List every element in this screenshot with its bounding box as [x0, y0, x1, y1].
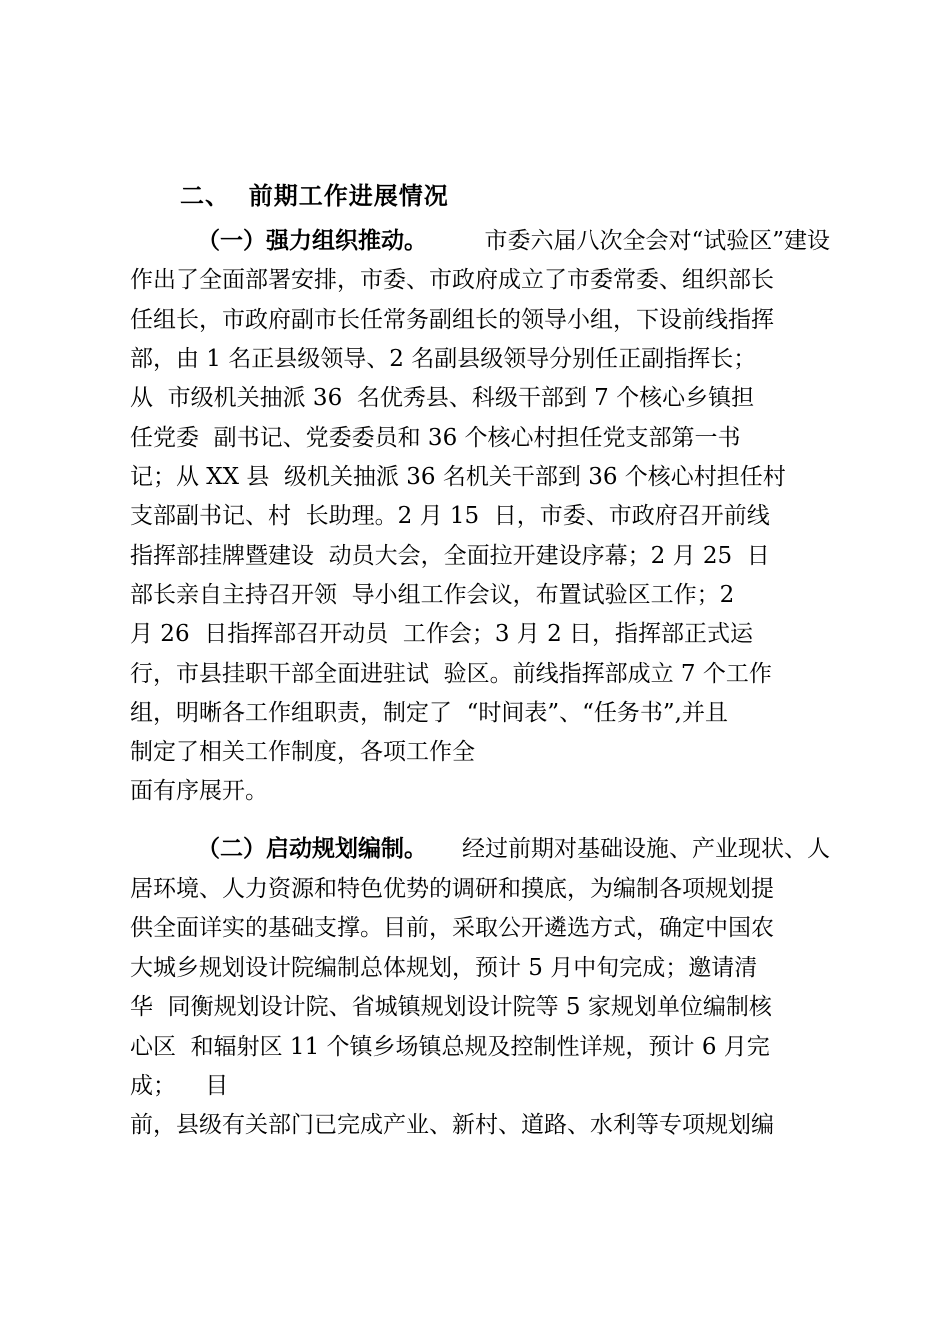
paragraph-2-line-1-text: 经过前期对基础设施、产业现状、人: [462, 836, 830, 862]
paragraph-1-line: 制定了相关工作制度，各项工作全: [130, 739, 475, 765]
paragraph-2-line: 大城乡规划设计院编制总体规划，预计 5 月中旬完成；邀请清: [130, 955, 758, 981]
paragraph-1-line: 从 市级机关抽派 36 名优秀县、科级干部到 7 个核心乡镇担: [130, 385, 755, 411]
paragraph-1-line: 支部副书记、村 长助理。2 月 15 日，市委、市政府召开前线: [130, 503, 770, 529]
paragraph-1-line: 任组长，市政府副市长任常务副组长的领导小组，下设前线指挥: [130, 307, 774, 333]
paragraph-2-line: 心区 和辐射区 11 个镇乡场镇总规及控制性详规，预计 6 月完: [130, 1034, 770, 1060]
paragraph-1-line: 指挥部挂牌暨建设 动员大会，全面拉开建设序幕；2 月 25 日: [130, 543, 770, 569]
paragraph-1-line-1-text: 市委六届八次全会对“试验区”建设: [484, 228, 830, 254]
paragraph-1-line: 记；从 XX 县 级机关抽派 36 名机关干部到 36 个核心村担任村: [130, 464, 786, 490]
section-heading: 二、 前期工作进展情况: [180, 182, 449, 210]
paragraph-2-line: 供全面详实的基础支撑。目前，采取公开遴选方式，确定中国农: [130, 915, 774, 941]
paragraph-1-line: 作出了全面部署安排，市委、市政府成立了市委常委、组织部长: [130, 267, 774, 293]
paragraph-2-line: 成； 目: [130, 1073, 229, 1099]
paragraph-1-line: 行，市县挂职干部全面进驻试 验区。前线指挥部成立 7 个工作: [130, 661, 772, 687]
paragraph-1-line-1: [197, 226, 830, 256]
paragraph-2-line-1: [197, 834, 830, 864]
paragraph-2-line: 居环境、人力资源和特色优势的调研和摸底，为编制各项规划提: [130, 876, 774, 902]
paragraph-1-line: 部长亲自主持召开领 导小组工作会议，布置试验区工作；2: [130, 582, 735, 608]
paragraph-1-line: 部，由 1 名正县级领导、2 名副县级领导分别任正副指挥长；: [130, 346, 757, 372]
paragraph-2-line: 前，县级有关部门已完成产业、新村、道路、水利等专项规划编: [130, 1112, 774, 1138]
paragraph-1-line: 任党委 副书记、党委委员和 36 个核心村担任党支部第一书: [130, 425, 741, 451]
paragraph-1-line: 月 26 日指挥部召开动员 工作会；3 月 2 日，指挥部正式运: [130, 621, 754, 647]
paragraph-1-line: 面有序展开。: [130, 778, 268, 804]
paragraph-1-line: 组，明晰各工作组职责，制定了 “时间表”、“任务书”,并且: [130, 700, 728, 726]
paragraph-1-lead: （一）强力组织推动。: [197, 228, 427, 254]
paragraph-2-line: 华 同衡规划设计院、省城镇规划设计院等 5 家规划单位编制核: [130, 994, 772, 1020]
paragraph-2-lead: （二）启动规划编制。: [197, 836, 427, 862]
